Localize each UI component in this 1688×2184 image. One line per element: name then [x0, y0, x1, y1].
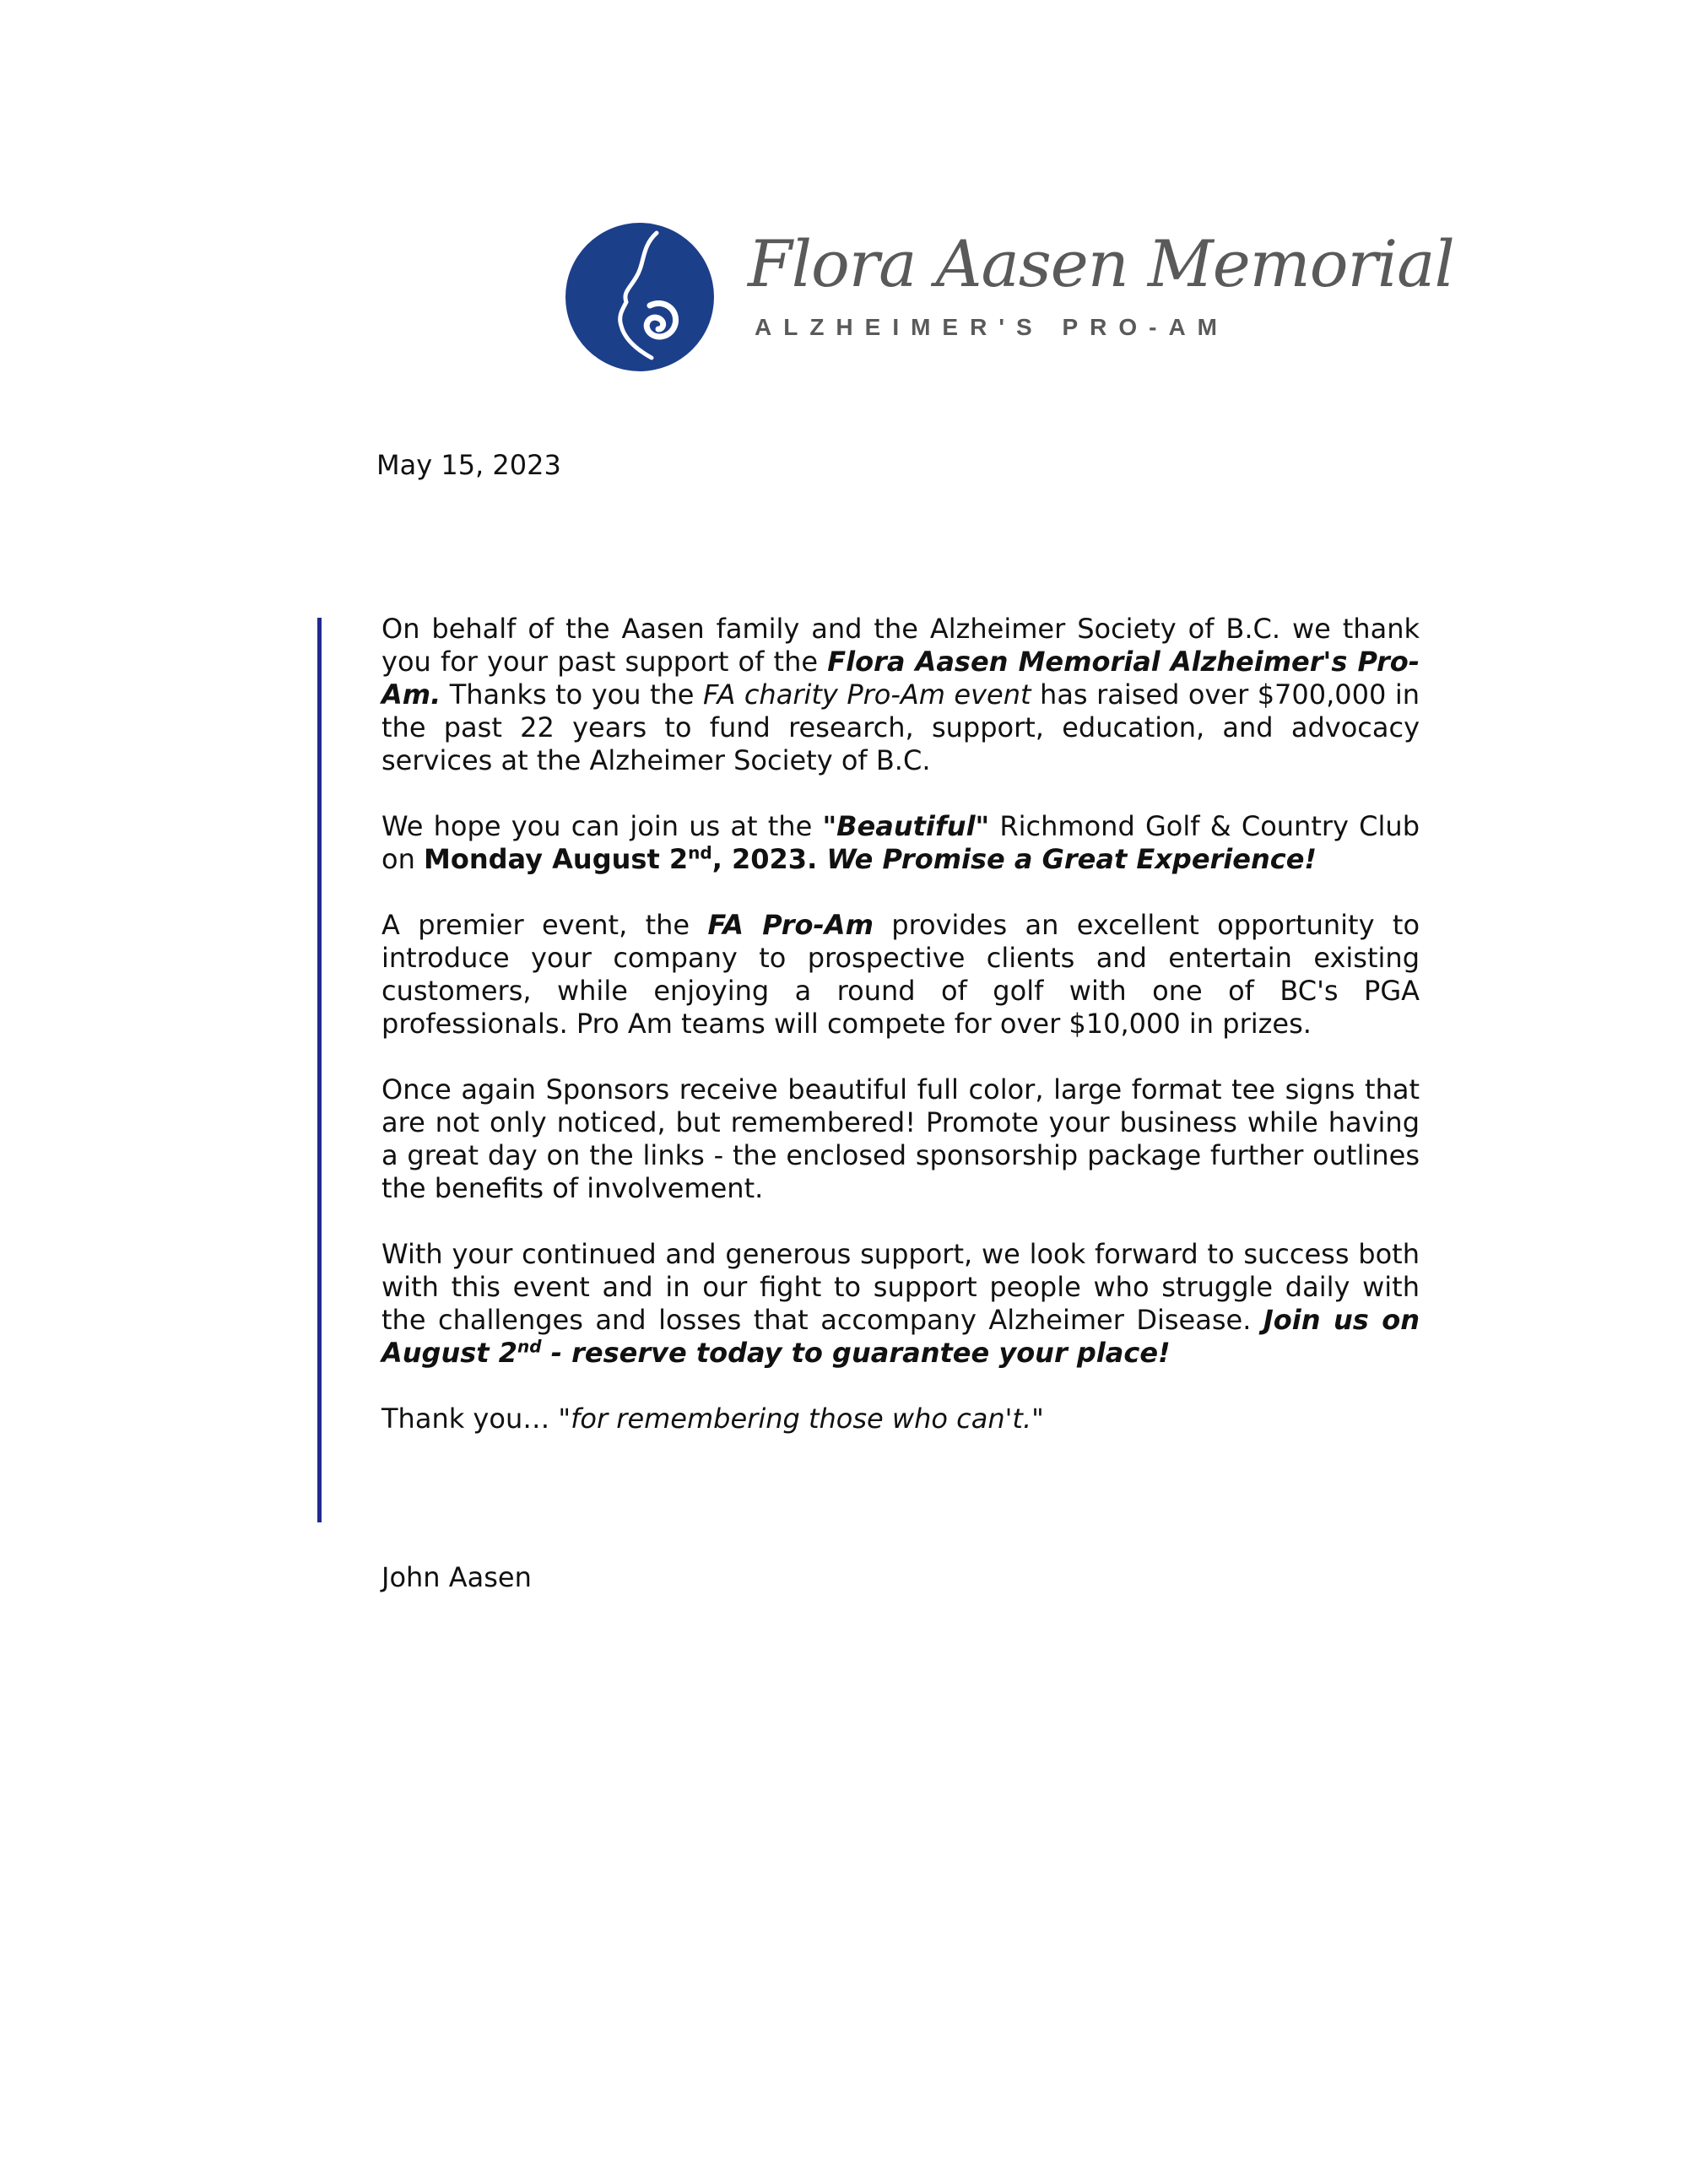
- logo: [564, 221, 1454, 381]
- logo-title: Flora Aasen Memorial: [748, 226, 1454, 301]
- p2-text-1: We hope you can join us at the: [381, 810, 823, 842]
- paragraph-thanks: [381, 613, 1420, 777]
- paragraph-support: [381, 1238, 1420, 1370]
- p2-text-3: Richmond Golf & Country Club on: [381, 810, 1420, 875]
- p1-text-5: has raised over $700,000 in the past 22 years to fund research, support, education, and advocacy services at the Alzheimer Society of B.C.: [381, 678, 1420, 776]
- p3-text-1: A premier event, the: [381, 909, 708, 941]
- paragraph-premier: [381, 909, 1420, 1041]
- p2-year: , 2023.: [711, 843, 818, 875]
- paragraph-closing: [381, 1403, 1420, 1435]
- p2-date-text: Monday August 2: [424, 843, 689, 875]
- p6-quote: "for remembering those who can't.": [558, 1403, 1044, 1435]
- accent-rule: [317, 618, 322, 1522]
- logo-subtitle: ALZHEIMER'S PRO-AM: [755, 314, 1229, 340]
- paragraph-invite: [381, 810, 1420, 876]
- p1-event-italic: FA charity Pro-Am event: [702, 678, 1031, 711]
- p4-text-1: Once again Sponsors receive beautiful full color, large format tee signs that are not only noticed, but remembered! Promote your business while having a great day on the links - the enclosed sponsorship package further outlines the benefits of involvement.: [381, 1073, 1420, 1204]
- p5-join-sup: nd: [517, 1336, 542, 1357]
- letter-body: [381, 613, 1420, 1468]
- p5-text-1: With your continued and generous support, we look forward to success both with this event and in our fight to support people who struggle daily with the challenges and losses that accompany Alzheimer Disease.: [381, 1238, 1420, 1336]
- face-profile-swirl-icon: [564, 221, 716, 373]
- paragraph-sponsors: [381, 1073, 1420, 1205]
- p1-event-name: Flora Aasen Memorial Alzheimer's Pro-Am.: [381, 646, 1420, 711]
- p1-text-3: Thanks to you the: [441, 678, 703, 711]
- p5-join-us: Join us on August 2: [381, 1304, 1420, 1369]
- signature-name: John Aasen: [381, 1561, 532, 1593]
- p3-event-name: FA Pro-Am: [707, 909, 874, 941]
- letter-date: May 15, 2023: [376, 449, 561, 481]
- p6-text-1: Thank you…: [381, 1403, 559, 1435]
- p5-reserve: - reserve today to guarantee your place!: [541, 1337, 1171, 1369]
- p3-text-3: provides an excellent opportunity to introduce your company to prospective clients and entertain existing customers, while enjoying a round of golf with one of BC's PGA professionals. Pro Am teams will compete for over $10,000 in prizes.: [381, 909, 1420, 1040]
- p2-beautiful: "Beautiful": [822, 810, 990, 842]
- p1-text-1: On behalf of the Aasen family and the Alzheimer Society of B.C. we thank you for your past support of the: [381, 613, 1420, 678]
- p2-promise: We Promise a Great Experience!: [817, 843, 1317, 875]
- p2-date-sup: nd: [688, 842, 712, 863]
